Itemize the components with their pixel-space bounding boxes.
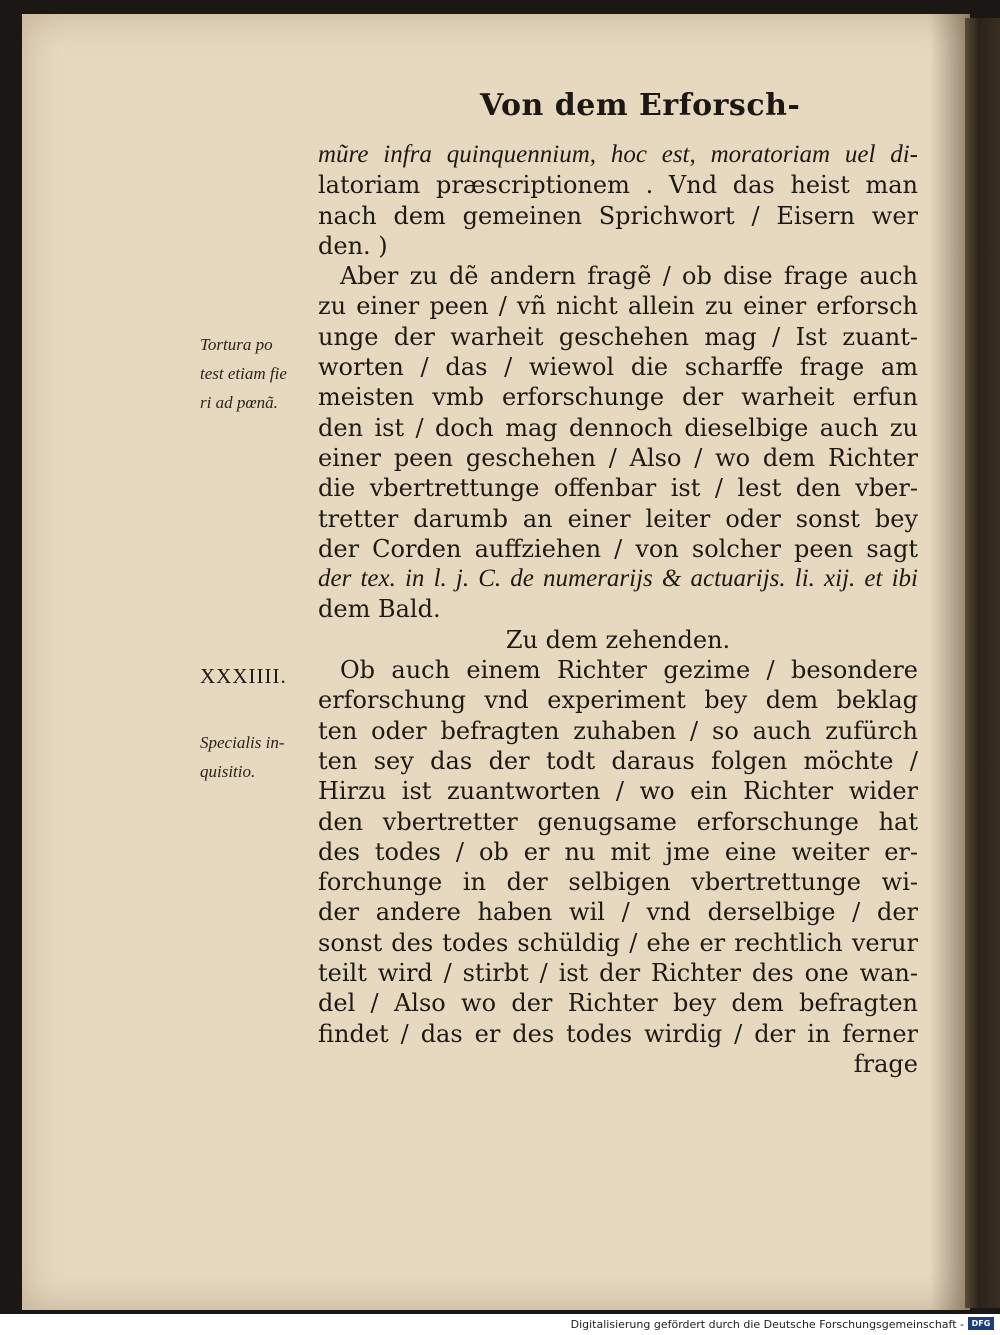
text-line: sonst des todes schüldig / ehe er rechtlich verur [318,928,918,957]
text-line: zu einer peen / vñ nicht allein zu einer erforsch [318,292,918,321]
text-line: del / Also wo der Richter bey dem befragten [318,989,918,1018]
text-line: forchunge in der selbigen vbertrettunge wi- [318,868,918,897]
body-text [318,140,918,1079]
margin-note-line: Specialis in- [200,733,285,752]
margin-note-line: test etiam fie [200,364,287,383]
text-line: frage [853,1049,918,1078]
text-line: worten / das / wiewol die scharffe frage am [318,353,918,382]
text-line: ten oder befragten zuhaben / so auch zufürch [318,716,918,745]
text-line: des todes / ob er nu mit jme eine weiter er- [318,837,918,866]
text-line: Ob auch einem Richter gezime / besondere [340,656,918,685]
text-line: meisten vmb erforschunge der warheit erfun [318,383,918,412]
text-line: nach dem gemeinen Sprichwort / Eisern wer [318,201,918,230]
text-line: mũre infra quinquennium, hoc est, moratoriam uel di- [318,141,918,168]
text-line: unge der warheit geschehen mag / Ist zuant- [318,322,918,351]
text-line: latoriam præscriptionem . Vnd das heist man [318,171,918,200]
text-line: die vbertrettunge offenbar ist / lest den vber- [318,474,918,503]
gutter-shadow [930,14,970,1310]
text-line: erforschung vnd experiment bey dem beklag [318,686,918,715]
text-line: dem Bald. [318,595,441,624]
text-line: der Corden auffziehen / von solcher peen sagt [318,534,918,563]
dfg-logo: DFG [968,1317,994,1330]
text-line: teilt wird / stirbt / ist der Richter des one wan- [318,959,918,988]
chapter-number: XXXIIII. [200,664,287,688]
text-line: findet / das er des todes wirdig / der in ferner [318,1019,918,1048]
text-line: Zu dem zehenden. [505,625,731,654]
text-line: Aber zu dẽ andern fragẽ / ob dise frage auch [340,262,918,291]
margin-note-line: Tortura po [200,335,273,354]
text-line: den vbertretter genugsame erforschunge hat [318,807,918,836]
text-line: Hirzu ist zuantworten / wo ein Richter wider [318,777,918,806]
text-line: tretter darumb an einer leiter oder sonst bey [318,504,918,533]
page-edge [965,18,1000,1308]
text-line: der andere haben wil / vnd derselbige / der [318,898,918,927]
text-line: der tex. in l. j. C. de numerarijs & actuarijs. li. xij. et ibi [318,565,918,593]
margin-note-line: ri ad pœnã. [200,393,278,412]
text-line: den. ) [318,231,388,260]
margin-note-specialis [200,728,318,786]
footer-credit: Digitalisierung gefördert durch die Deutsche Forschungsgemeinschaft - [570,1318,964,1331]
margin-note-line: quisitio. [200,762,256,781]
text-line: einer peen geschehen / Also / wo dem Richter [318,443,918,472]
text-line: den ist / doch mag dennoch dieselbige auch zu [318,413,918,442]
margin-note-tortura [200,330,318,417]
text-line: ten sey das der todt daraus folgen möchte / [318,746,918,775]
running-head: Von dem Erforsch- [480,88,801,123]
